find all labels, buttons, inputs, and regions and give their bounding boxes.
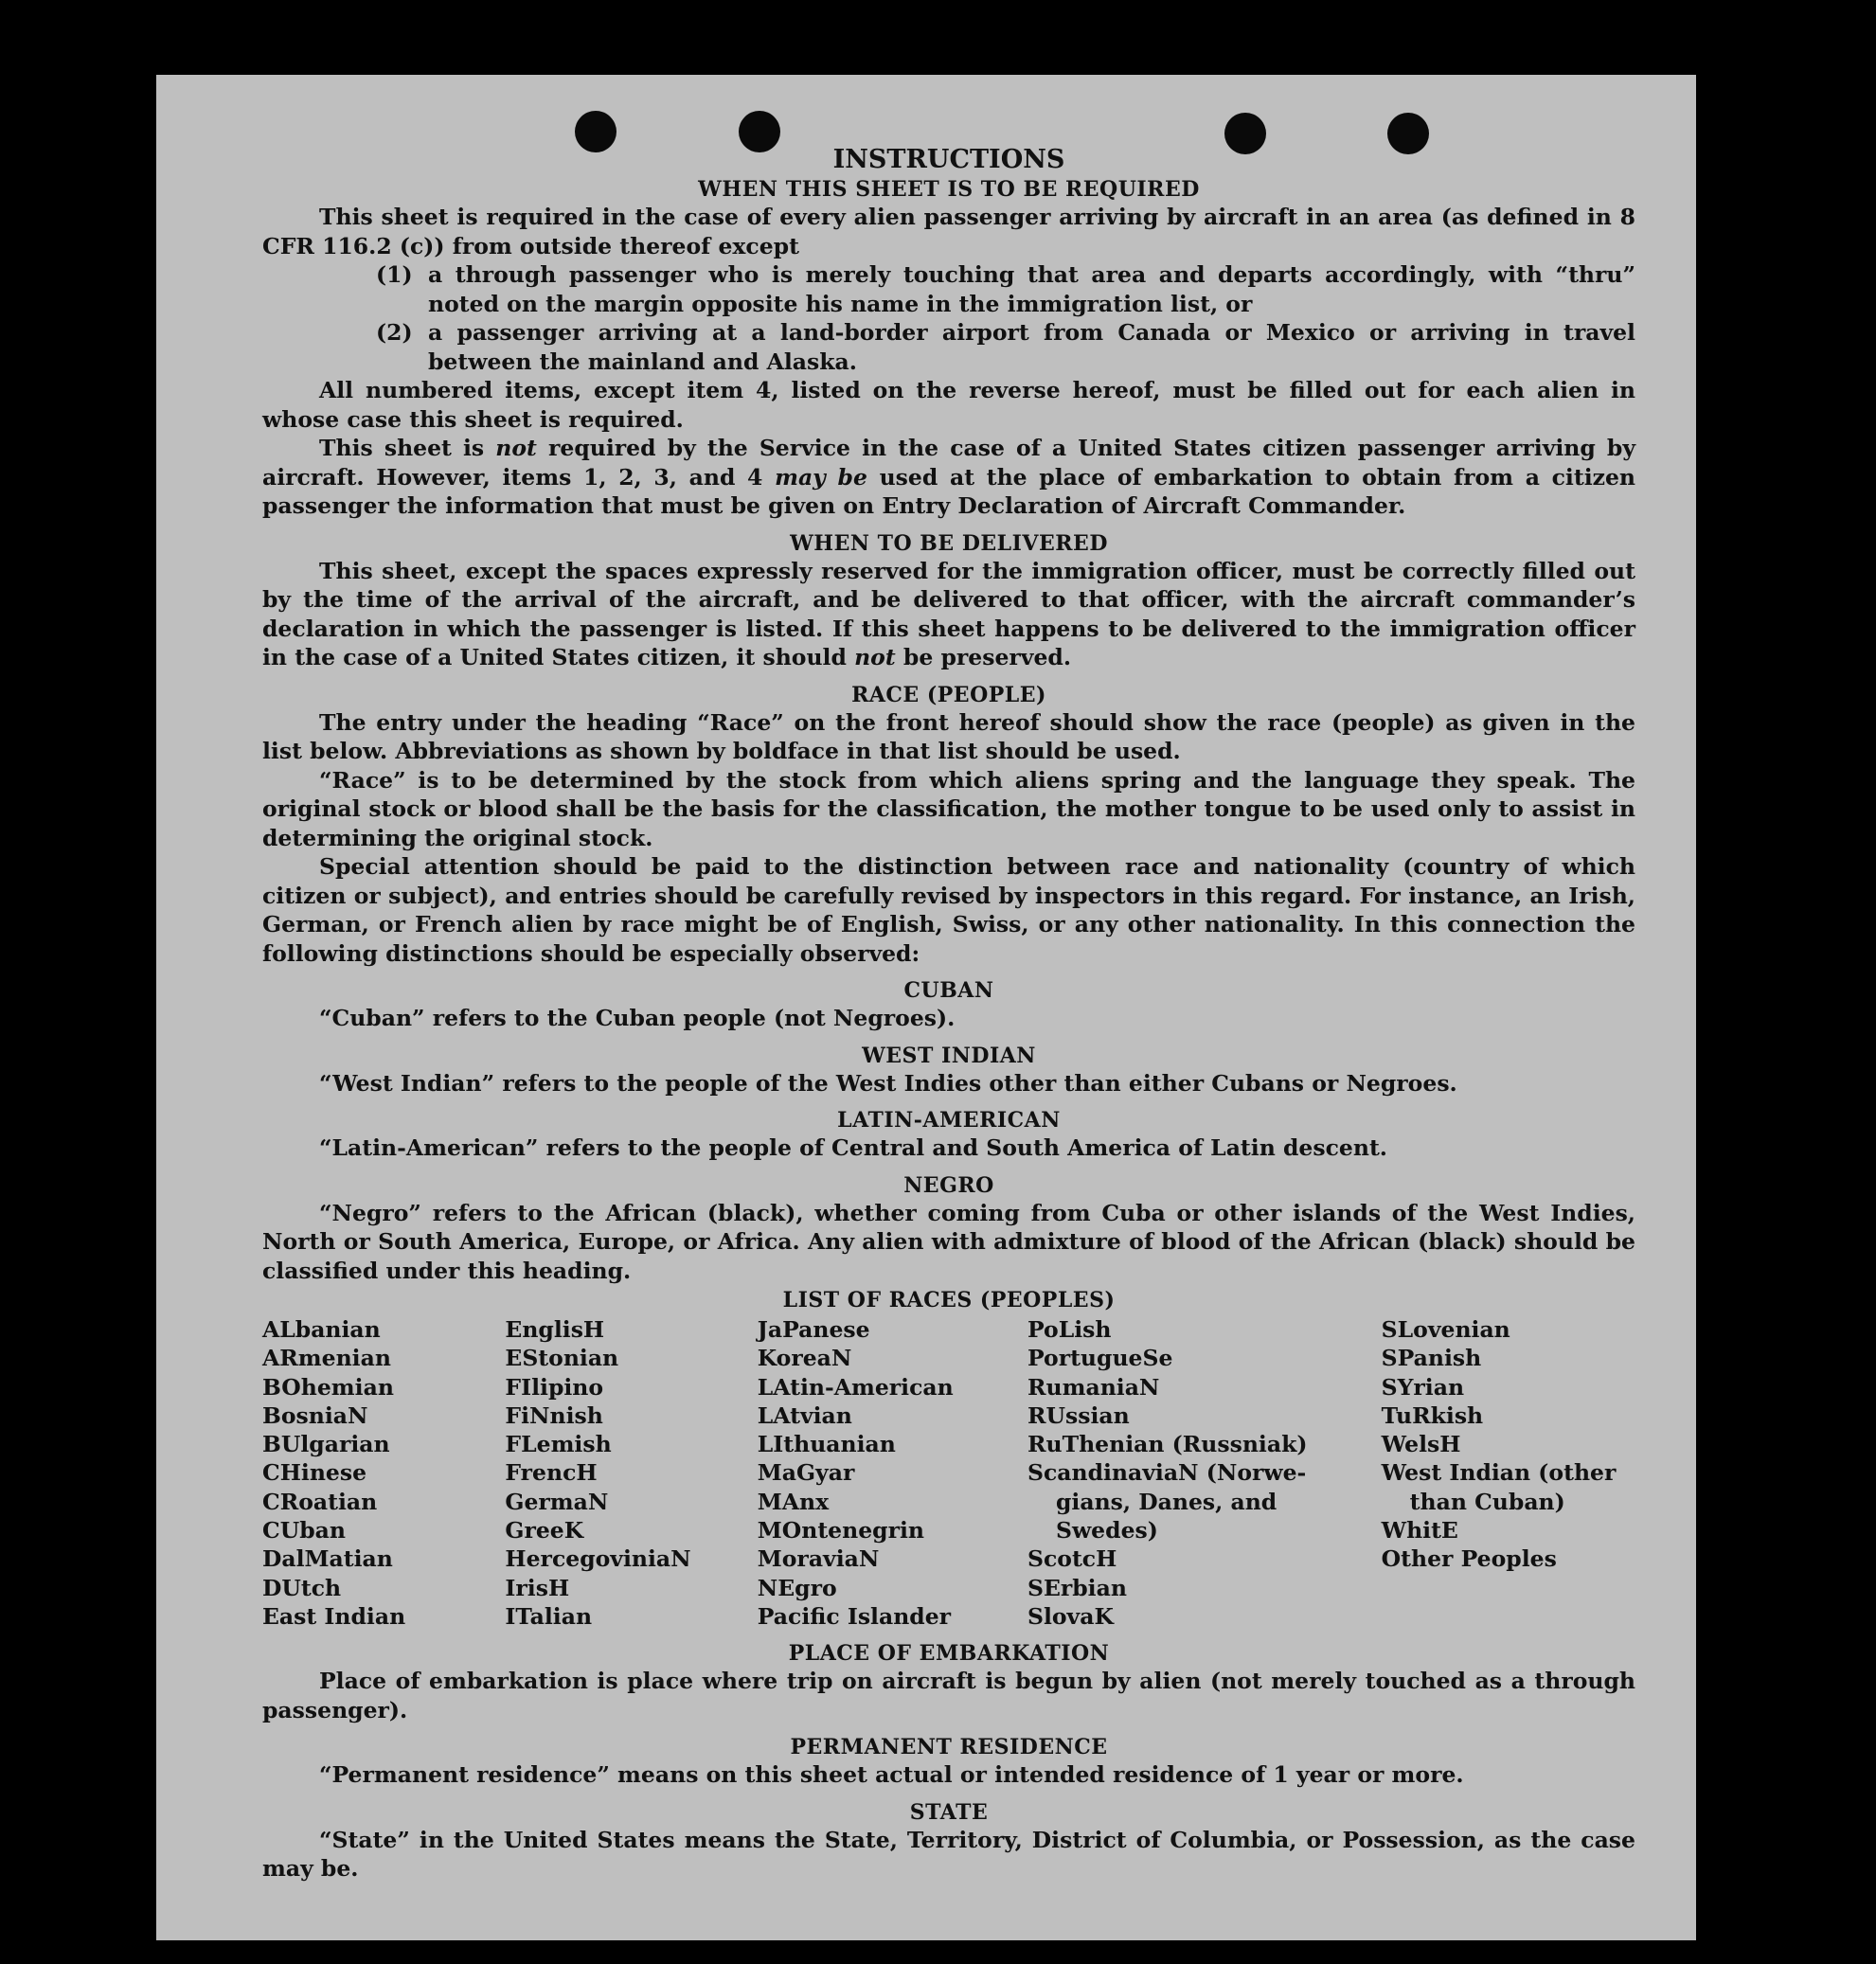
races-list [262,1315,1635,1631]
section-heading: CUBAN [903,978,994,1003]
paragraph: This sheet, except the spaces expressly reserved for the immigration officer, must be correctly filled out by the time of the arrival of the aircraft, and be delivered to that officer, with the aircraft commander’s declaration in which the passenger is listed. If this sheet happens to be delivered to the immigration officer in the case of a United States citizen, it should not be preserved. [262,557,1635,670]
paragraph: This sheet is required in the case of every alien passenger arriving by aircraft in an area (as defined in 8 CFR 116.2 (c)) from outside thereof except [262,204,1635,259]
race-entry: NEgro [757,1574,837,1601]
race-entry: than Cuban) [1409,1488,1565,1515]
race-entry: ARmenian [262,1345,391,1372]
race-entry: FLemish [505,1431,612,1458]
race-entry: LAtin-American [757,1373,954,1401]
races-column [262,1315,505,1631]
race-entry: CRoatian [262,1488,378,1515]
document-page [156,75,1696,1940]
section-heading: WHEN THIS SHEET IS TO BE REQUIRED [698,177,1200,202]
race-entry: GermaN [505,1488,609,1515]
race-entry: KoreaN [757,1345,852,1372]
race-entry: MoraviaN [757,1545,880,1573]
section-heading: PLACE OF EMBARKATION [788,1641,1110,1667]
race-entry: FiNnish [505,1402,603,1429]
race-entry: IrisH [505,1574,570,1601]
race-entry: EnglisH [505,1316,605,1343]
race-entry: ALbanian [262,1316,381,1343]
section-heading: WHEN TO BE DELIVERED [790,530,1108,556]
item-text: a passenger arriving at a land-border airport from Canada or Mexico or arriving in travel between the mainland and Alaska. [428,319,1635,375]
section-heading: STATE [909,1799,989,1825]
race-entry: West Indian (other [1381,1459,1617,1487]
race-entry: HercegoviniaN [505,1545,691,1573]
paragraph: Special attention should be paid to the distinction between race and nationality (country of which citizen or subject), and entries should be carefully revised by inspectors in this regard. For instance, an Irish, German, or French alien by race might be of English, Swiss, or any other nationality. In this connection the following distinctions should be especially observed: [262,853,1635,967]
paragraph: “Permanent residence” means on this sheet actual or intended residence of 1 year or more. [319,1761,1464,1789]
race-entry: ITalian [505,1602,593,1630]
paragraph: “Negro” refers to the African (black), whether coming from Cuba or other islands of the West Indies, North or South America, Europe, or Africa. Any alien with admixture of blood of the African (black) should be classified under this heading. [262,1199,1635,1284]
race-entry: WhitE [1381,1517,1458,1544]
paragraph: “Race” is to be determined by the stock from which aliens spring and the language they speak. The original stock or blood shall be the basis for the classification, the mother tongue to be used only to assist in determining the original stock. [262,766,1635,851]
race-entry: BOhemian [262,1373,394,1401]
exception-item [376,260,1635,318]
races-column [505,1315,757,1631]
paragraph: “West Indian” refers to the people of the West Indies other than either Cubans or Negroes. [319,1069,1457,1097]
race-entry: SlovaK [1027,1602,1114,1630]
race-entry: MOntenegrin [757,1517,924,1544]
race-entry: FrencH [505,1459,598,1487]
section-heading: WEST INDIAN [862,1043,1036,1068]
section-heading: RACE (PEOPLE) [851,682,1046,707]
section-heading: PERMANENT RESIDENCE [790,1735,1108,1760]
race-entry: EStonian [505,1345,619,1372]
race-entry: BUlgarian [262,1431,390,1458]
races-column [1382,1315,1635,1631]
document-title: INSTRUCTIONS [832,145,1065,174]
race-entry: CHinese [262,1459,367,1487]
race-entry: SErbian [1027,1574,1127,1601]
paragraph: “State” in the United States means the State, Territory, District of Columbia, or Possession, as the case may be. [262,1826,1635,1883]
race-entry: PoLish [1027,1316,1112,1343]
paragraph: “Latin-American” refers to the people of Central and South America of Latin descent. [319,1134,1387,1161]
race-entry: MAnx [757,1488,830,1515]
race-entry: SYrian [1381,1373,1465,1401]
race-entry: WelsH [1381,1431,1461,1458]
section-heading: NEGRO [903,1172,994,1198]
section-heading: LATIN-AMERICAN [837,1108,1061,1133]
race-entry: GreeK [505,1517,584,1544]
race-entry: SLovenian [1381,1316,1510,1343]
item-text: a through passenger who is merely touching that area and departs accordingly, with “thru” noted on the margin opposite his name in the immigration list, or [428,261,1635,317]
race-entry: gians, Danes, and [1055,1488,1277,1515]
paragraph: This sheet is not required by the Service in the case of a United States citizen passenger arriving by aircraft. However, items 1, 2, 3, and 4 may be used at the place of embarkation to obtain from a citizen passenger the information that must be given on Entry Declaration of Aircraft Commander. [262,435,1635,519]
paragraph: The entry under the heading “Race” on the front hereof should show the race (people) as given in the list below. Abbreviations as shown by boldface in that list should be used. [262,708,1635,764]
race-entry: FIlipino [505,1373,604,1401]
races-column [1027,1315,1382,1631]
race-entry: RUssian [1027,1402,1130,1429]
race-entry: PortugueSe [1027,1345,1173,1372]
race-entry: MaGyar [757,1459,855,1487]
exception-item [376,318,1635,376]
item-number: (2) [376,319,413,346]
race-entry: Other Peoples [1381,1545,1557,1573]
race-entry: Swedes) [1055,1517,1158,1544]
race-entry: JaPanese [757,1316,870,1343]
paragraph: Place of embarkation is place where trip on aircraft is begun by alien (not merely touched as a through passenger). [262,1668,1635,1723]
race-entry: RumaniaN [1027,1373,1160,1401]
item-number: (1) [376,261,413,288]
instructions-body [262,144,1635,1884]
race-entry: Pacific Islander [757,1602,952,1630]
races-column [758,1315,1027,1631]
section-heading: LIST OF RACES (PEOPLES) [782,1288,1116,1312]
race-entry: ScandinaviaN (Norwe- [1027,1459,1307,1487]
race-entry: BosniaN [262,1402,368,1429]
race-entry: SPanish [1381,1345,1482,1372]
race-entry: TuRkish [1381,1402,1484,1429]
paragraph: “Cuban” refers to the Cuban people (not Negroes). [319,1005,956,1031]
race-entry: ScotcH [1027,1545,1117,1573]
race-entry: DalMatian [262,1545,393,1573]
race-entry: LAtvian [757,1402,852,1429]
race-entry: RuThenian (Russniak) [1027,1431,1308,1458]
paragraph: All numbered items, except item 4, listed on the reverse hereof, must be filled out for each alien in whose case this sheet is required. [262,377,1635,433]
race-entry: CUban [262,1517,346,1544]
race-entry: LIthuanian [757,1431,896,1458]
race-entry: DUtch [262,1574,342,1601]
race-entry: East Indian [262,1602,406,1630]
